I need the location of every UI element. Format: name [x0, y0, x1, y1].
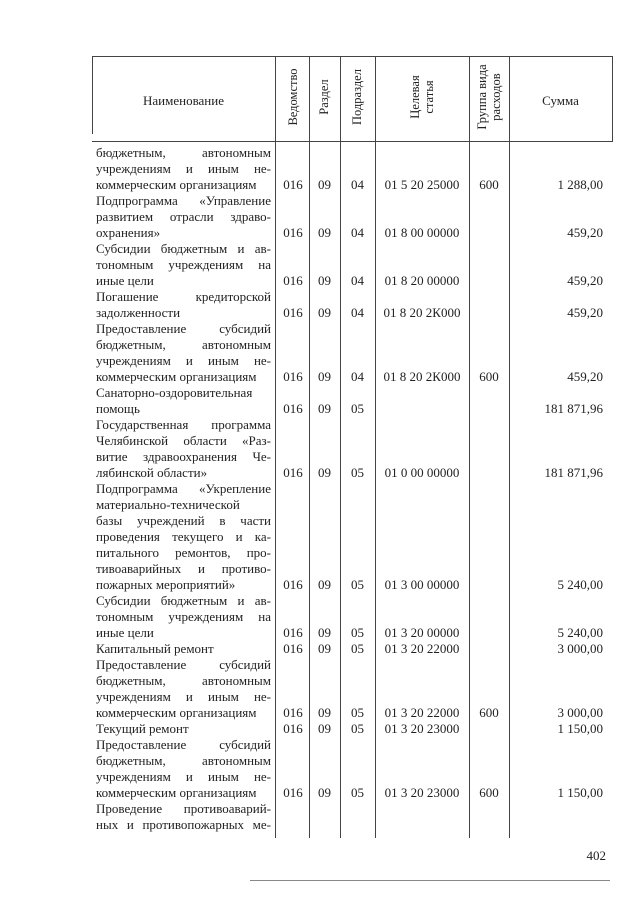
row-dept: 016 — [283, 305, 303, 320]
header-sum: Сумма — [542, 93, 579, 108]
row-target — [375, 401, 469, 417]
row-name-line: тономным учреждениям на — [96, 257, 271, 272]
table-row — [0, 641, 640, 657]
header-target: Целевая статья — [408, 75, 436, 119]
row-target: 01 8 20 2К000 — [383, 369, 461, 384]
row-group — [469, 401, 509, 417]
row-dept: 016 — [283, 369, 303, 384]
row-name-line: базы учреждений в части — [96, 513, 271, 528]
row-name-line: учреждениям и иным не- — [96, 353, 271, 368]
row-name-line: Предоставление субсидий — [96, 737, 271, 752]
row-section: 09 — [318, 401, 331, 416]
row-name-line: иные цели — [96, 625, 154, 640]
table-row — [0, 657, 640, 721]
row-section: 09 — [318, 369, 331, 384]
row-dept: 016 — [283, 273, 303, 288]
row-group — [469, 817, 509, 833]
row-target: 01 3 20 22000 — [384, 641, 460, 656]
row-name-line: Субсидии бюджетным и ав- — [96, 241, 271, 256]
row-name — [96, 321, 271, 385]
row-section: 09 — [318, 273, 331, 288]
row-name-line: учреждениям и иным не- — [96, 689, 271, 704]
row-name-line: Капитальный ремонт — [96, 641, 214, 656]
row-dept: 016 — [283, 785, 303, 800]
row-target: 01 8 20 00000 — [384, 273, 460, 288]
row-group — [469, 577, 509, 593]
table-row — [0, 145, 640, 193]
header-section: Раздел — [317, 79, 331, 115]
table-row — [0, 593, 640, 641]
row-target: 01 8 20 2К000 — [383, 305, 461, 320]
row-name-line: коммерческим организациям — [96, 177, 257, 192]
row-sum: 1 150,00 — [557, 721, 603, 736]
row-subsection: 04 — [351, 225, 364, 240]
row-section: 09 — [318, 577, 331, 592]
row-group — [469, 305, 509, 321]
row-group — [469, 273, 509, 289]
row-name-line: коммерческим организациям — [96, 705, 257, 720]
row-subsection: 04 — [351, 369, 364, 384]
row-name-line: Предоставление субсидий — [96, 321, 271, 336]
row-name-line: иные цели — [96, 273, 154, 288]
row-name-line: бюджетным, автономным — [96, 673, 271, 688]
row-name-line: лябинской области» — [96, 465, 208, 480]
row-sum: 3 000,00 — [557, 641, 603, 656]
row-sum: 3 000,00 — [557, 705, 603, 720]
header-dept: Ведомство — [286, 68, 300, 126]
row-name-line: материально-технической — [96, 497, 240, 512]
row-name-line: Государственная программа — [96, 417, 271, 432]
row-section — [309, 817, 340, 833]
row-name — [96, 417, 271, 481]
row-name — [96, 593, 271, 641]
row-group — [469, 721, 509, 737]
table-row — [0, 321, 640, 385]
row-subsection: 05 — [351, 705, 364, 720]
row-group: 600 — [479, 785, 499, 800]
row-subsection: 05 — [351, 641, 364, 656]
row-section: 09 — [318, 225, 331, 240]
row-name — [96, 481, 271, 593]
row-name — [96, 737, 271, 801]
table-row — [0, 417, 640, 481]
row-subsection — [340, 817, 375, 833]
row-name-line: бюджетным, автономным — [96, 337, 271, 352]
row-section: 09 — [318, 465, 331, 480]
row-subsection: 05 — [351, 625, 364, 640]
row-group — [469, 641, 509, 657]
row-dept: 016 — [283, 225, 303, 240]
footer-rule — [250, 880, 610, 881]
header-group: Группа вида расходов — [475, 64, 503, 130]
row-section: 09 — [318, 305, 331, 320]
row-sum: 459,20 — [567, 225, 603, 240]
table-row — [0, 241, 640, 289]
row-subsection: 05 — [351, 465, 364, 480]
header-name: Наименование — [143, 93, 224, 108]
row-target: 01 5 20 25000 — [384, 177, 460, 192]
row-subsection: 04 — [351, 273, 364, 288]
row-group — [469, 625, 509, 641]
row-name — [96, 641, 271, 657]
row-name — [96, 385, 271, 417]
row-subsection: 04 — [351, 305, 364, 320]
table-row — [0, 193, 640, 241]
row-name-line: бюджетным, автономным — [96, 753, 271, 768]
row-sum: 1 288,00 — [557, 177, 603, 192]
row-name — [96, 193, 271, 241]
row-name-line: тономным учреждениям на — [96, 609, 271, 624]
row-dept: 016 — [283, 641, 303, 656]
row-target: 01 8 00 00000 — [384, 225, 460, 240]
row-target: 01 3 20 00000 — [384, 625, 460, 640]
row-sum: 459,20 — [567, 369, 603, 384]
row-name-line: бюджетным, автономным — [96, 145, 271, 160]
row-name-line: охранения» — [96, 225, 161, 240]
row-name-line: проведения текущего и ка- — [96, 529, 271, 544]
row-dept — [277, 817, 309, 833]
row-sum: 5 240,00 — [557, 577, 603, 592]
row-dept: 016 — [283, 721, 303, 736]
row-sum: 181 871,96 — [544, 465, 603, 480]
row-subsection: 05 — [351, 785, 364, 800]
row-dept: 016 — [283, 625, 303, 640]
row-section: 09 — [318, 721, 331, 736]
table-row — [0, 289, 640, 321]
row-name-line: Погашение кредиторской — [96, 289, 271, 304]
table-row — [0, 737, 640, 801]
page-number: 402 — [586, 848, 606, 863]
row-dept: 016 — [283, 401, 303, 416]
row-group: 600 — [479, 177, 499, 192]
row-name-line: тивоаварийных и противо- — [96, 561, 271, 576]
row-name-line: питального ремонтов, про- — [96, 545, 271, 560]
row-name-line: Подпрограмма «Управление — [96, 193, 271, 208]
row-section: 09 — [318, 641, 331, 656]
row-name-line: коммерческим организациям — [96, 785, 257, 800]
row-sum: 1 150,00 — [557, 785, 603, 800]
row-name-line: Субсидии бюджетным и ав- — [96, 593, 271, 608]
row-dept: 016 — [283, 705, 303, 720]
row-target — [375, 817, 469, 833]
row-sum: 459,20 — [567, 305, 603, 320]
row-name-line: Предоставление субсидий — [96, 657, 271, 672]
row-name-line: Челябинской области «Раз- — [96, 433, 271, 448]
row-group: 600 — [479, 705, 499, 720]
row-group: 600 — [479, 369, 499, 384]
row-sum: 181 871,96 — [544, 401, 603, 416]
row-group — [469, 465, 509, 481]
row-name-line: Подпрограмма «Укрепление — [96, 481, 271, 496]
row-name-line: развитием отрасли здраво- — [96, 209, 271, 224]
row-name-line: пожарных мероприятий» — [96, 577, 236, 592]
row-section: 09 — [318, 625, 331, 640]
table-row — [0, 801, 640, 833]
row-subsection: 04 — [351, 177, 364, 192]
row-name — [96, 241, 271, 289]
row-name-line: ных и противопожарных ме- — [96, 817, 271, 832]
row-name — [96, 289, 271, 321]
row-name — [96, 801, 271, 833]
row-name-line: учреждениям и иным не- — [96, 161, 271, 176]
row-section: 09 — [318, 705, 331, 720]
row-name-line: витие здравоохранения Че- — [96, 449, 271, 464]
row-name-line: помощь — [96, 401, 140, 416]
row-name — [96, 721, 271, 737]
header-subsection: Подраздел — [350, 69, 364, 125]
row-dept: 016 — [283, 465, 303, 480]
row-sum — [509, 817, 603, 833]
row-name-line: коммерческим организациям — [96, 369, 257, 384]
row-subsection: 05 — [351, 577, 364, 592]
row-group — [469, 225, 509, 241]
row-name-line: учреждениям и иным не- — [96, 769, 271, 784]
row-target: 01 3 20 23000 — [384, 721, 460, 736]
row-sum: 459,20 — [567, 273, 603, 288]
row-name — [96, 145, 271, 193]
row-target: 01 3 00 00000 — [384, 577, 460, 592]
row-name-line: Проведение противоаварий- — [96, 801, 271, 816]
row-name-line: задолженности — [96, 305, 181, 320]
row-target: 01 3 20 22000 — [384, 705, 460, 720]
row-subsection: 05 — [351, 401, 364, 416]
row-target: 01 0 00 00000 — [384, 465, 460, 480]
row-target: 01 3 20 23000 — [384, 785, 460, 800]
row-name — [96, 657, 271, 721]
row-dept: 016 — [283, 577, 303, 592]
row-sum: 5 240,00 — [557, 625, 603, 640]
row-section: 09 — [318, 785, 331, 800]
row-section: 09 — [318, 177, 331, 192]
table-row — [0, 721, 640, 737]
table-row — [0, 385, 640, 417]
row-name-line: Санаторно-оздоровительная — [96, 385, 253, 400]
row-subsection: 05 — [351, 721, 364, 736]
table-row — [0, 481, 640, 593]
row-dept: 016 — [283, 177, 303, 192]
row-name-line: Текущий ремонт — [96, 721, 189, 736]
